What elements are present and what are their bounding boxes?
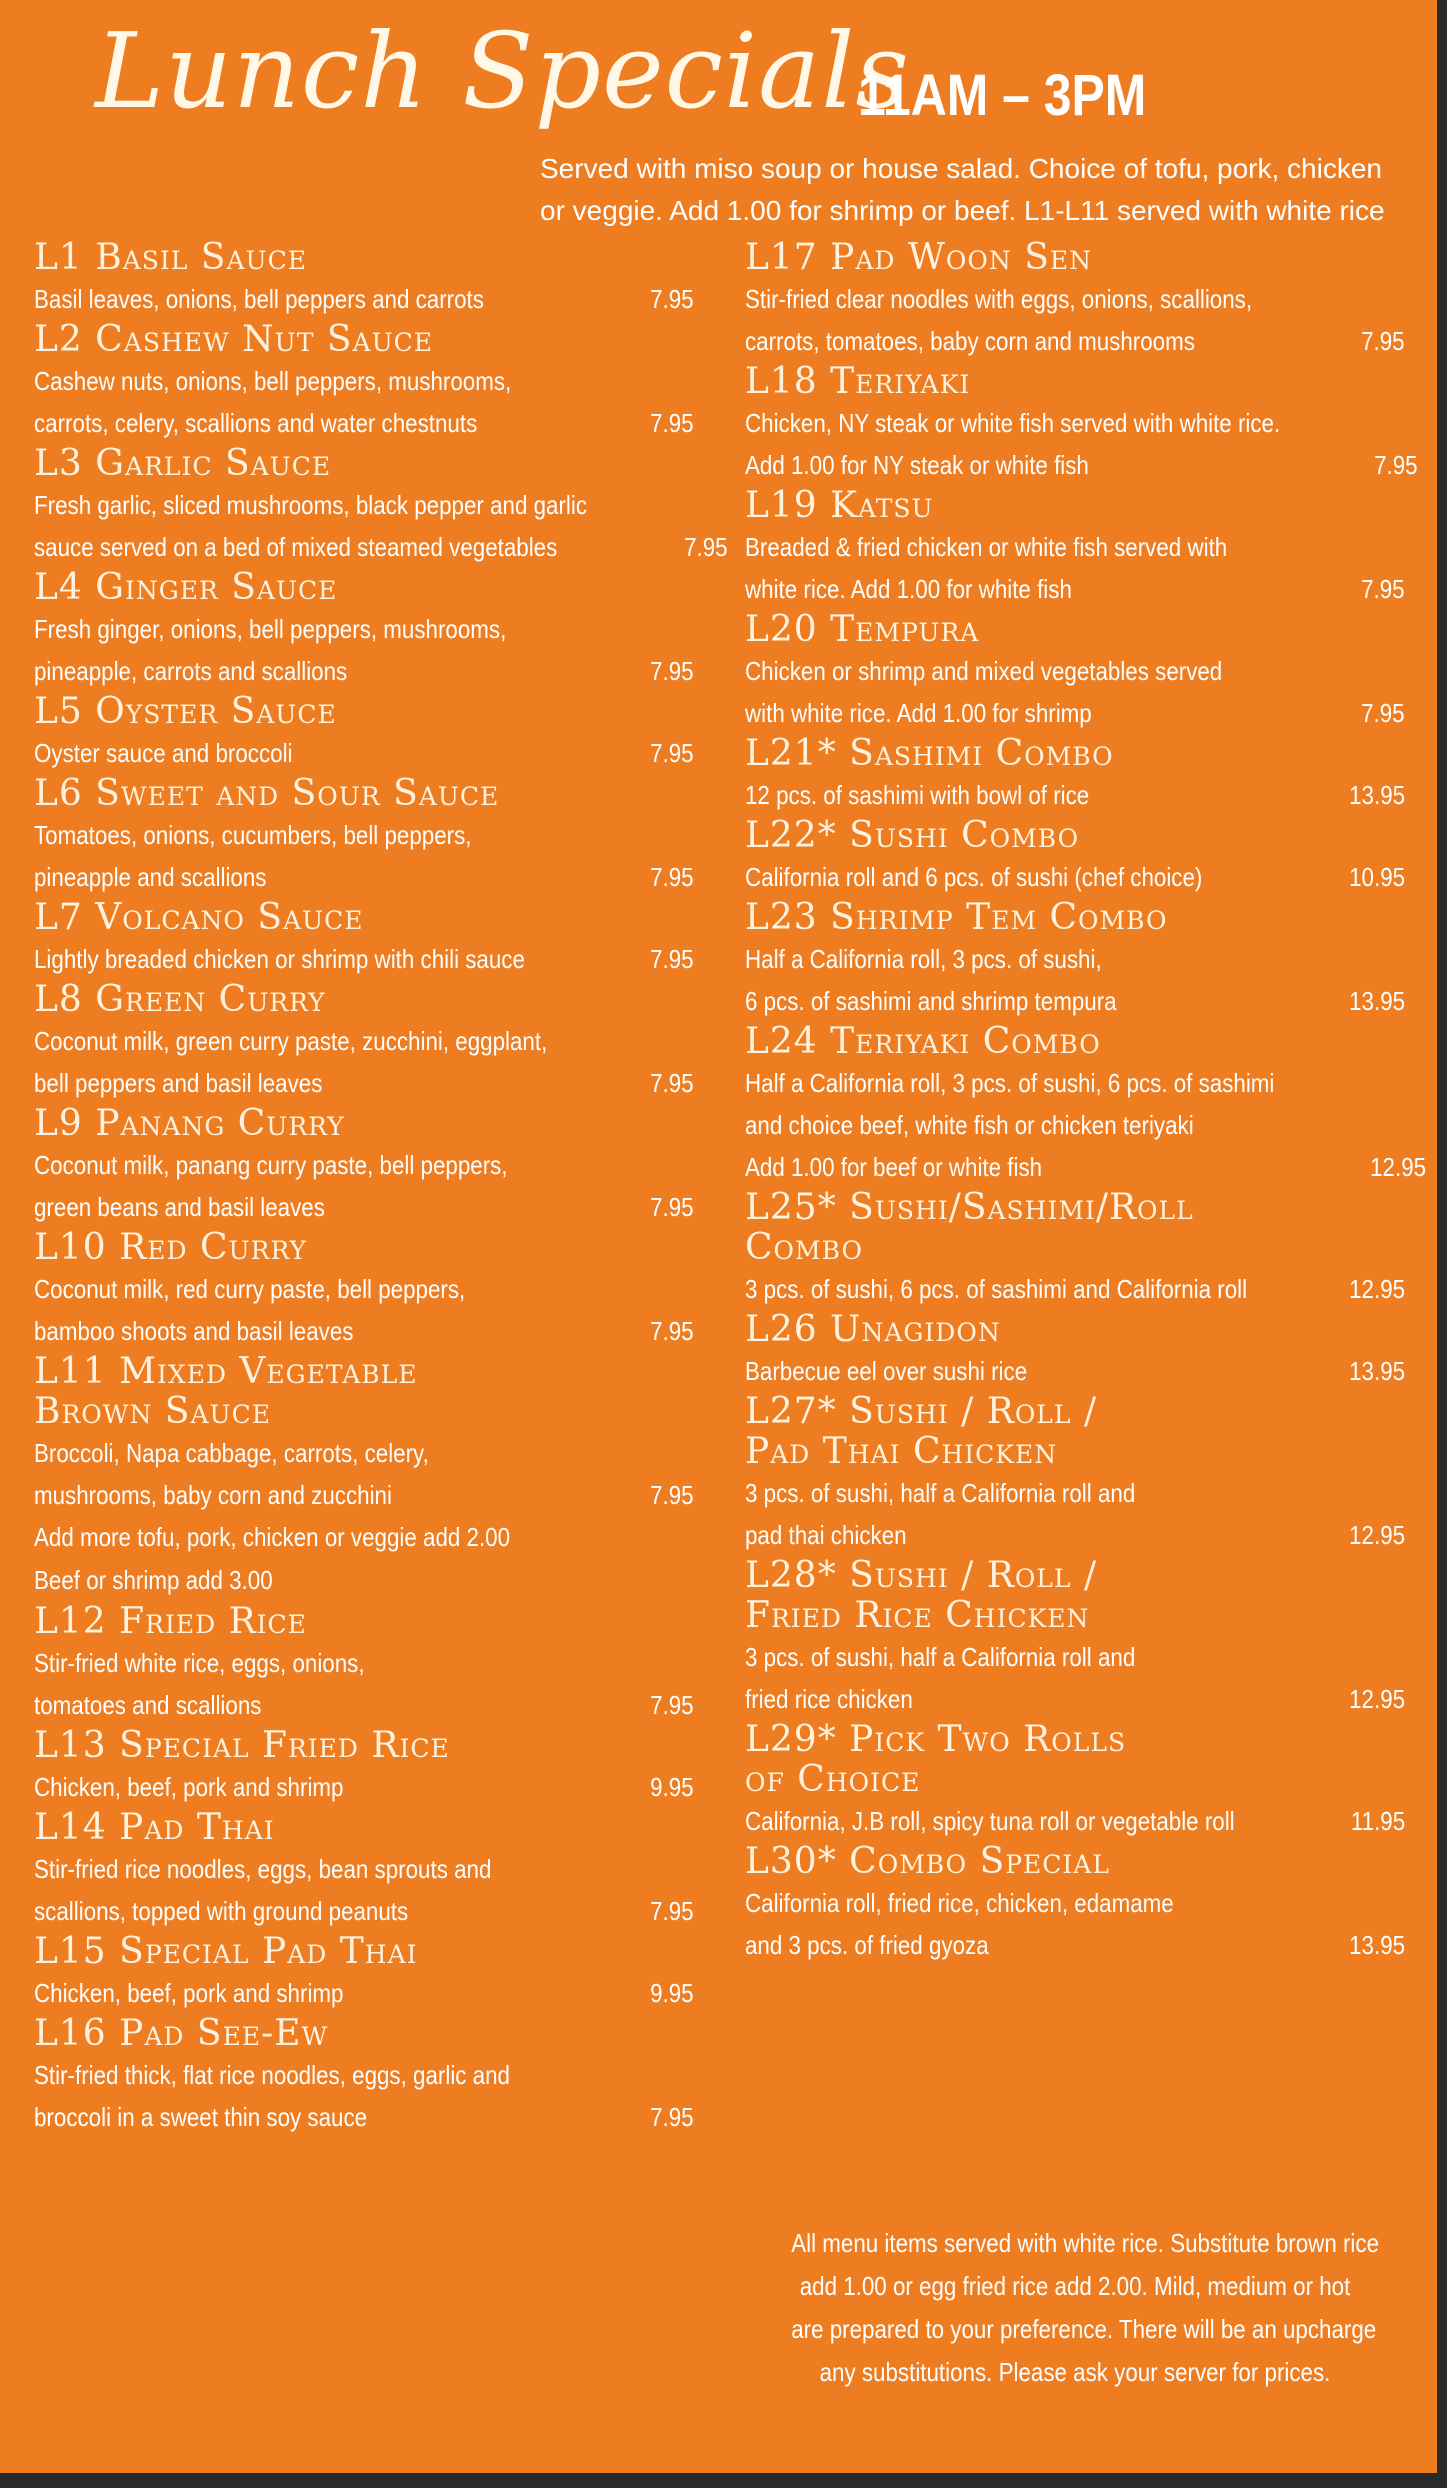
description-line: fried rice chicken	[745, 1684, 913, 1714]
menu-item-name: L28* Sushi / Roll / Fried Rice Chicken	[745, 1555, 1098, 1636]
menu-item	[34, 898, 694, 980]
menu-item-description	[745, 856, 1202, 898]
menu-item-name: L5 Oyster Sauce	[34, 691, 337, 732]
description-line: Coconut milk, green curry paste, zucchini, eggplant,	[34, 1026, 548, 1056]
description-line: 3 pcs. of sushi, 6 pcs. of sashimi and California roll	[745, 1274, 1248, 1304]
menu-item-name: L23 Shrimp Tem Combo	[745, 897, 1168, 938]
menu-item	[745, 1842, 1405, 1966]
menu-item	[745, 486, 1405, 610]
menu-item-name: L14 Pad Thai	[34, 1807, 275, 1848]
menu-item-details	[745, 1882, 1405, 1966]
menu-item-price: 7.95	[650, 862, 694, 892]
menu-item-name: L13 Special Fried Rice	[34, 1725, 450, 1766]
menu-item-name: L16 Pad See-Ew	[34, 2013, 329, 2054]
menu-item-name: L22* Sushi Combo	[745, 815, 1080, 856]
menu-item-name: L21* Sashimi Combo	[745, 733, 1114, 774]
menu-item-description	[34, 938, 525, 980]
menu-item-details	[34, 732, 694, 774]
menu-item-description	[745, 650, 1222, 734]
menu-item-price: 13.95	[1349, 780, 1405, 810]
description-line: green beans and basil leaves	[34, 1192, 325, 1222]
description-line: carrots, tomatoes, baby corn and mushrooms	[745, 326, 1195, 356]
menu-item-price: 7.95	[1374, 450, 1418, 480]
menu-item-description	[34, 1020, 547, 1104]
description-line: Chicken or shrimp and mixed vegetables served	[745, 656, 1223, 686]
description-line: scallions, topped with ground peanuts	[34, 1896, 409, 1926]
description-line: and choice beef, white fish or chicken teriyaki	[745, 1110, 1194, 1140]
footer-note	[745, 2222, 1405, 2394]
menu-item-name: L6 Sweet and Sour Sauce	[34, 773, 500, 814]
description-line: 3 pcs. of sushi, half a California roll and	[745, 1642, 1136, 1672]
menu-item-price: 7.95	[650, 656, 694, 686]
menu-item-details	[745, 938, 1405, 1022]
menu-item-details	[745, 1268, 1405, 1310]
description-line: white rice. Add 1.00 for white fish	[745, 574, 1072, 604]
menu-item-description	[34, 1642, 365, 1726]
menu-item-details	[745, 650, 1405, 734]
description-line: Cashew nuts, onions, bell peppers, mushrooms,	[34, 366, 512, 396]
menu-item-description	[34, 484, 587, 568]
menu-item-details	[34, 1642, 694, 1726]
menu-item-details	[745, 1350, 1405, 1392]
menu-item-name: L2 Cashew Nut Sauce	[34, 319, 434, 360]
intro-text	[540, 148, 1385, 232]
menu-item	[745, 610, 1405, 734]
description-line: bamboo shoots and basil leaves	[34, 1316, 354, 1346]
left-menu-column	[34, 237, 728, 2138]
menu-item-price: 9.95	[650, 1978, 694, 2008]
menu-item-name: L24 Teriyaki Combo	[745, 1021, 1101, 1062]
menu-item-details	[745, 278, 1405, 362]
menu-item	[745, 1188, 1405, 1310]
description-line: pineapple and scallions	[34, 862, 267, 892]
menu-item	[34, 1228, 694, 1352]
menu-item-details	[745, 1636, 1405, 1720]
menu-item	[745, 361, 1418, 486]
menu-item-addon-note: Beef or shrimp add 3.00	[34, 1565, 273, 1595]
menu-item	[34, 1808, 694, 1932]
menu-item-price: 12.95	[1349, 1520, 1405, 1550]
menu-item-details	[34, 814, 694, 898]
menu-item-price: 13.95	[1349, 1356, 1405, 1386]
menu-item-name: L25* Sushi/Sashimi/Roll Combo	[745, 1187, 1194, 1268]
menu-item-description	[745, 526, 1227, 610]
menu-item-price: 13.95	[1349, 986, 1405, 1016]
menu-item-description	[34, 2054, 510, 2138]
menu-item	[34, 320, 694, 444]
right-menu-column	[745, 237, 1426, 1966]
menu-item-price: 7.95	[650, 944, 694, 974]
menu-item	[34, 980, 694, 1104]
menu-item-name: L4 Ginger Sauce	[34, 567, 338, 608]
intro-line: Served with miso soup or house salad. Choice of tofu, pork, chicken	[540, 153, 1382, 184]
menu-item-price: 12.95	[1349, 1274, 1405, 1304]
description-line: California roll and 6 pcs. of sushi (chef choice)	[745, 862, 1203, 892]
menu-item-name: L3 Garlic Sauce	[34, 443, 332, 484]
description-line: Fresh garlic, sliced mushrooms, black pepper and garlic	[34, 490, 588, 520]
menu-item-name: L12 Fried Rice	[34, 1601, 307, 1642]
menu-item-details	[34, 1268, 694, 1352]
menu-item-details	[34, 2054, 694, 2138]
menu-item-description	[34, 608, 506, 692]
menu-item-price: 7.95	[650, 738, 694, 768]
menu-item	[34, 1726, 694, 1808]
description-line: Lightly breaded chicken or shrimp with chili sauce	[34, 944, 525, 974]
menu-item	[745, 898, 1405, 1022]
menu-item-details	[34, 1144, 694, 1228]
menu-item-price: 10.95	[1349, 862, 1405, 892]
description-line: Stir-fried clear noodles with eggs, onions, scallions,	[745, 284, 1253, 314]
menu-item-name: L7 Volcano Sauce	[34, 897, 364, 938]
menu-item	[34, 774, 694, 898]
menu-item-price: 9.95	[650, 1772, 694, 1802]
description-line: carrots, celery, scallions and water chestnuts	[34, 408, 478, 438]
menu-item-name: L1 Basil Sauce	[34, 237, 307, 278]
description-line: pad thai chicken	[745, 1520, 907, 1550]
menu-item	[745, 1392, 1405, 1556]
description-line: Half a California roll, 3 pcs. of sushi, 6 pcs. of sashimi	[745, 1068, 1275, 1098]
footer-line: any substitutions. Please ask your server for prices.	[819, 2357, 1331, 2387]
menu-item-price: 13.95	[1349, 1930, 1405, 1960]
menu-item-name: L10 Red Curry	[34, 1227, 307, 1268]
menu-item	[745, 1720, 1405, 1842]
menu-item-details	[34, 608, 694, 692]
menu-item-description	[745, 1350, 1027, 1392]
menu-item	[745, 238, 1405, 362]
menu-item-description	[34, 1766, 343, 1808]
menu-item-price: 7.95	[650, 1192, 694, 1222]
menu-item	[34, 238, 694, 320]
description-line: Stir-fried rice noodles, eggs, bean sprouts and	[34, 1854, 492, 1884]
menu-item	[745, 1021, 1426, 1188]
description-line: Add 1.00 for beef or white fish	[745, 1152, 1043, 1182]
menu-item-name: L11 Mixed Vegetable Brown Sauce	[34, 1351, 418, 1432]
menu-item-details	[745, 774, 1405, 816]
menu-item-description	[34, 814, 471, 898]
menu-item-details	[34, 360, 694, 444]
menu-item-details	[745, 1472, 1405, 1556]
menu-item	[745, 1310, 1405, 1392]
description-line: Half a California roll, 3 pcs. of sushi,	[745, 944, 1102, 974]
menu-item-price: 7.95	[1361, 574, 1405, 604]
description-line: 6 pcs. of sashimi and shrimp tempura	[745, 986, 1117, 1016]
description-line: 12 pcs. of sashimi with bowl of rice	[745, 780, 1090, 810]
menu-item-description	[745, 938, 1117, 1022]
description-line: Fresh ginger, onions, bell peppers, mushrooms,	[34, 614, 507, 644]
description-line: California, J.B roll, spicy tuna roll or vegetable roll	[745, 1806, 1235, 1836]
menu-item-description	[34, 278, 484, 320]
description-line: mushrooms, baby corn and zucchini	[34, 1480, 392, 1510]
menu-item-description	[34, 1848, 491, 1932]
menu-item-description	[745, 1882, 1174, 1966]
menu-item	[34, 1352, 694, 1602]
menu-item-description	[34, 1972, 343, 2014]
menu-item-description	[745, 1268, 1247, 1310]
menu-item-price: 11.95	[1350, 1806, 1405, 1836]
description-line: Add 1.00 for NY steak or white fish	[745, 450, 1089, 480]
menu-item-price: 7.95	[650, 1896, 694, 1926]
menu-item-addon-note: Add more tofu, pork, chicken or veggie add 2.00	[34, 1522, 511, 1552]
menu-item	[34, 2014, 694, 2138]
description-line: sauce served on a bed of mixed steamed vegetables	[34, 532, 558, 562]
description-line: Chicken, beef, pork and shrimp	[34, 1978, 344, 2008]
menu-item-price: 7.95	[650, 2102, 694, 2132]
footer-line: are prepared to your preference. There will be an upcharge	[791, 2314, 1377, 2344]
menu-item-price: 7.95	[1361, 326, 1405, 356]
menu-item-details	[34, 1020, 694, 1104]
menu-item-name: L27* Sushi / Roll / Pad Thai Chicken	[745, 1391, 1098, 1472]
description-line: Coconut milk, red curry paste, bell peppers,	[34, 1274, 466, 1304]
menu-item-price: 7.95	[1361, 698, 1405, 728]
menu-item	[34, 1932, 694, 2014]
description-line: Stir-fried white rice, eggs, onions,	[34, 1648, 365, 1678]
menu-item-name: L18 Teriyaki	[745, 361, 971, 402]
menu-item-name: L8 Green Curry	[34, 979, 326, 1020]
description-line: Barbecue eel over sushi rice	[745, 1356, 1028, 1386]
menu-item-price: 7.95	[650, 1690, 694, 1720]
menu-item-name: L9 Panang Curry	[34, 1103, 345, 1144]
menu-item-price: 7.95	[650, 284, 694, 314]
description-line: Chicken, beef, pork and shrimp	[34, 1772, 344, 1802]
menu-item-description	[745, 278, 1252, 362]
menu-item	[34, 568, 694, 692]
menu-item-details	[745, 856, 1405, 898]
menu-item	[34, 692, 694, 774]
menu-item-details	[745, 402, 1418, 486]
menu-item	[34, 1602, 694, 1726]
hours-label: 11AM – 3PM	[858, 63, 1147, 128]
description-line: broccoli in a sweet thin soy sauce	[34, 2102, 368, 2132]
menu-item-price: 7.95	[650, 1480, 694, 1510]
menu-item-description	[745, 1062, 1274, 1188]
menu-item-price: 7.95	[650, 408, 694, 438]
menu-item-price: 7.95	[684, 532, 728, 562]
menu-item-name: L30* Combo Special	[745, 1841, 1110, 1882]
menu-item-description	[34, 1268, 465, 1352]
menu-item-details	[34, 1766, 694, 1808]
menu-item-description	[745, 774, 1089, 816]
description-line: Chicken, NY steak or white fish served with white rice.	[745, 408, 1281, 438]
footer-line: All menu items served with white rice. Substitute brown rice	[791, 2228, 1380, 2258]
menu-item-price: 12.95	[1349, 1684, 1405, 1714]
description-line: pineapple, carrots and scallions	[34, 656, 348, 686]
description-line: Breaded & fried chicken or white fish served with	[745, 532, 1228, 562]
description-line: Broccoli, Napa cabbage, carrots, celery,	[34, 1438, 429, 1468]
description-line: 3 pcs. of sushi, half a California roll and	[745, 1478, 1136, 1508]
menu-item-name: L20 Tempura	[745, 609, 980, 650]
menu-item-description	[745, 1472, 1135, 1556]
menu-item	[745, 734, 1405, 816]
menu-item-price: 12.95	[1369, 1152, 1426, 1182]
menu-item-price: 7.95	[650, 1316, 694, 1346]
menu-item-description	[745, 402, 1280, 486]
description-line: with white rice. Add 1.00 for shrimp	[745, 698, 1092, 728]
description-line: Oyster sauce and broccoli	[34, 738, 293, 768]
menu-item-details	[745, 526, 1405, 610]
description-line: bell peppers and basil leaves	[34, 1068, 323, 1098]
menu-item-details	[34, 938, 694, 980]
description-line: Coconut milk, panang curry paste, bell peppers,	[34, 1150, 508, 1180]
menu-item	[34, 1104, 694, 1228]
menu-item-description	[34, 360, 511, 444]
menu-item-name: L17 Pad Woon Sen	[745, 237, 1093, 278]
intro-line: or veggie. Add 1.00 for shrimp or beef. L1-L11 served with white rice	[540, 195, 1385, 226]
menu-title: Lunch Specials	[95, 10, 910, 132]
menu-item-description	[34, 732, 293, 774]
menu-item-price: 7.95	[650, 1068, 694, 1098]
menu-item-details	[745, 1800, 1405, 1842]
menu-item-name: L26 Unagidon	[745, 1309, 1001, 1350]
menu-item	[34, 443, 728, 568]
menu-item-description	[34, 1144, 508, 1228]
description-line: and 3 pcs. of fried gyoza	[745, 1930, 989, 1960]
footer-line: add 1.00 or egg fried rice add 2.00. Mild, medium or hot	[799, 2271, 1351, 2301]
menu-item-description	[34, 1432, 429, 1516]
description-line: tomatoes and scallions	[34, 1690, 262, 1720]
menu-item	[745, 816, 1405, 898]
description-line: Stir-fried thick, flat rice noodles, eggs, garlic and	[34, 2060, 510, 2090]
menu-item-name: L15 Special Pad Thai	[34, 1931, 418, 1972]
description-line: Tomatoes, onions, cucumbers, bell peppers,	[34, 820, 472, 850]
menu-item-description	[745, 1636, 1135, 1720]
menu-item-details	[34, 484, 728, 568]
menu-item-details	[34, 1848, 694, 1932]
menu-item-details	[745, 1062, 1426, 1188]
menu-item-details	[34, 1972, 694, 2014]
menu-item-name: L19 Katsu	[745, 485, 934, 526]
menu-item-name: L29* Pick Two Rolls of Choice	[745, 1719, 1127, 1800]
description-line: Basil leaves, onions, bell peppers and carrots	[34, 284, 484, 314]
menu-item-details	[34, 1432, 694, 1516]
menu-item	[745, 1556, 1405, 1720]
menu-item-description	[745, 1800, 1235, 1842]
menu-item-details	[34, 278, 694, 320]
description-line: California roll, fried rice, chicken, edamame	[745, 1888, 1174, 1918]
